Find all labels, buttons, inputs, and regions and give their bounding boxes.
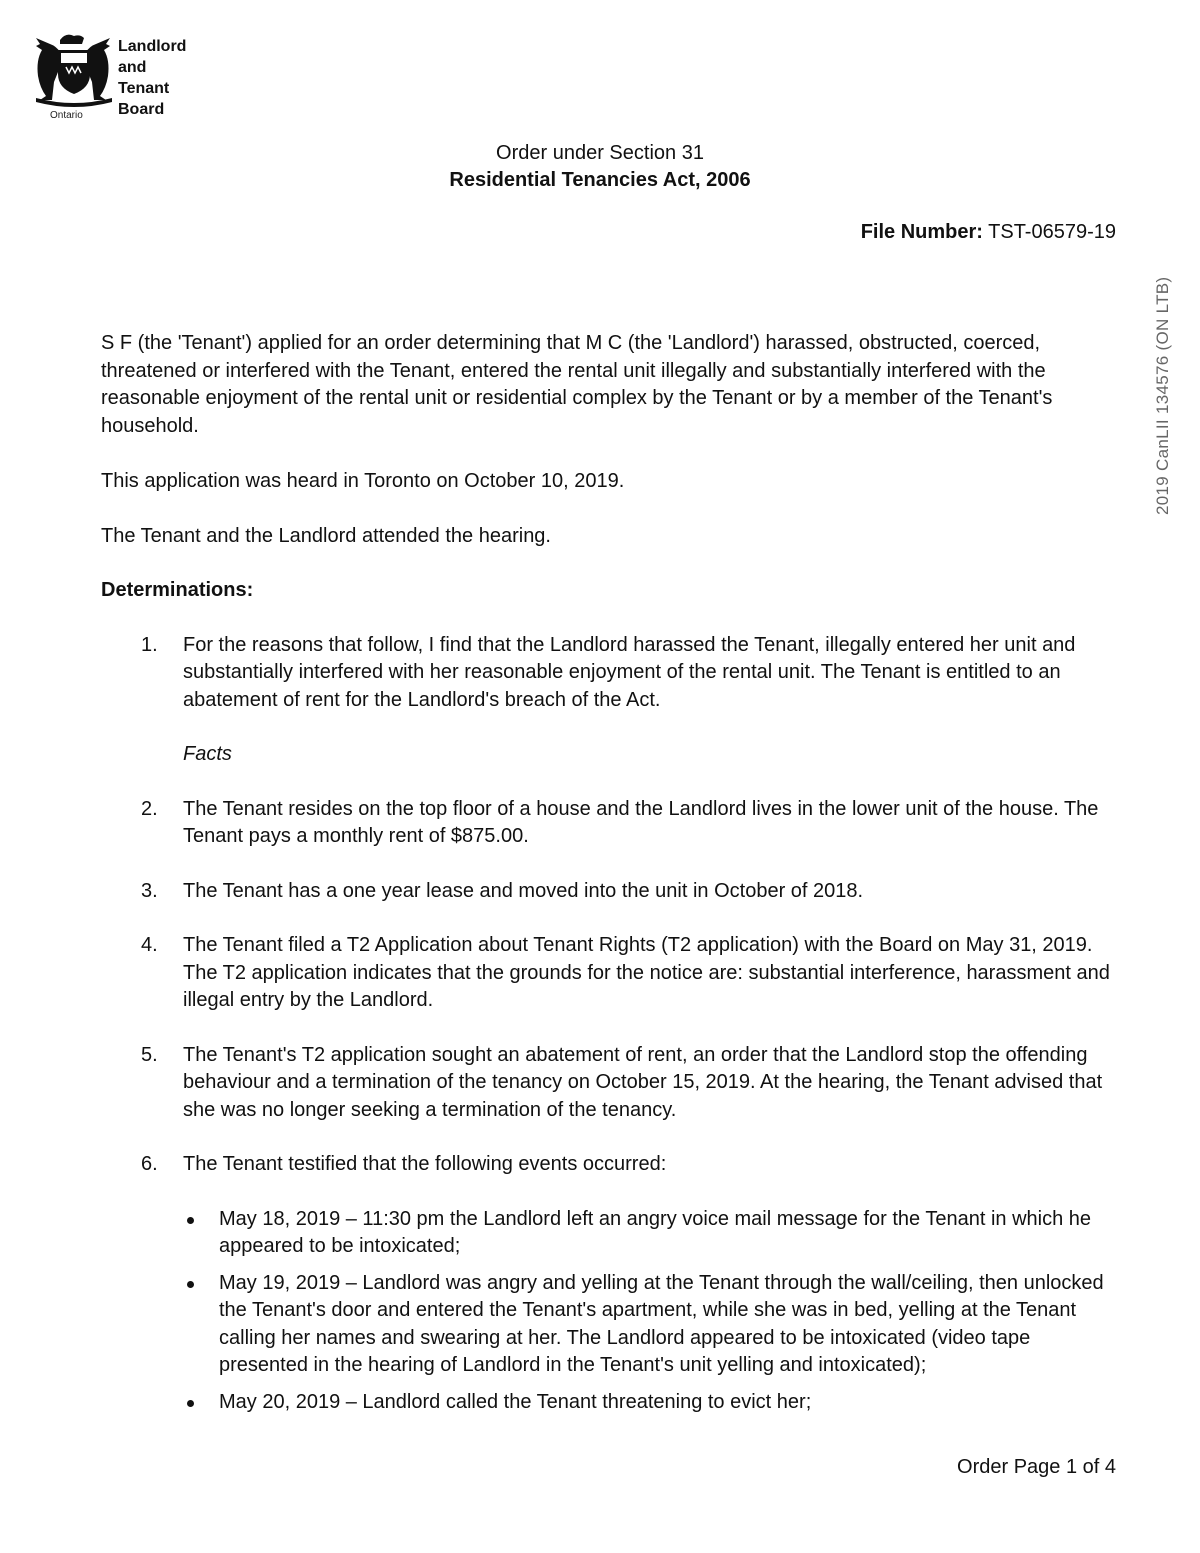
item-text: The Tenant filed a T2 Application about Tenant Rights (T2 application) with the Board on May 31, 2019. The T2 application indicates that the grounds for the notice are: substantial interference, harassment and illegal entry by the Landlord.: [183, 934, 1110, 1011]
item-number: 1.: [141, 633, 158, 656]
bullet-icon: [187, 1217, 194, 1224]
list-item: [219, 1270, 1121, 1380]
item-number: 6.: [141, 1153, 158, 1175]
list-item-text: May 18, 2019 – 11:30 pm the Landlord left an angry voice mail message for the Tenant in which he appeared to be intoxicated;: [219, 1207, 1092, 1257]
list-item: [219, 1389, 1121, 1417]
canlii-watermark: 2019 CanLII 134576 (ON LTB): [1153, 276, 1172, 515]
numbered-item: [101, 796, 1121, 851]
numbered-item: [101, 878, 1121, 906]
ontario-label: Ontario: [50, 110, 83, 121]
file-number-label: File Number:: [860, 221, 983, 243]
item-text: For the reasons that follow, I find that the Landlord harassed the Tenant, illegally entered her unit and substantially interfered with her reasonable enjoyment of the rental unit. The Tenant is entitled to an abatement of rent for the Landlord's breach of the Act.: [183, 633, 1076, 711]
determinations-heading: Determinations:: [101, 579, 254, 601]
item-number: 5.: [141, 1043, 158, 1066]
document-body: [101, 330, 1121, 1425]
file-number-value: TST-06579-19: [988, 221, 1116, 243]
page-footer: Order Page 1 of 4: [957, 1456, 1116, 1478]
numbered-item: [101, 1151, 1121, 1179]
numbered-item: [101, 632, 1121, 715]
bullet-icon: [187, 1281, 194, 1288]
numbered-item: [101, 1042, 1121, 1125]
header-section-line: Order under Section 31: [496, 142, 704, 164]
ontario-coat-of-arms-icon: [30, 30, 118, 110]
list-item-text: May 20, 2019 – Landlord called the Tenant threatening to evict her;: [219, 1390, 812, 1413]
board-name: Landlord and Tenant Board: [118, 38, 187, 118]
item-text: The Tenant has a one year lease and moved into the unit in October of 2018.: [183, 879, 864, 902]
ltb-logo: [30, 30, 200, 125]
item-number: 4.: [141, 934, 158, 956]
item-text: The Tenant testified that the following events occurred:: [183, 1153, 667, 1175]
intro-paragraph: S F (the 'Tenant') applied for an order determining that M C (the 'Landlord') harassed, obstructed, coerced, threatened or interfered with the Tenant, entered the rental unit illegally and substantially interfered with the reasonable enjoyment of the rental unit or residential complex by the Tenant or by a member of the Tenant's household.: [101, 332, 1053, 437]
item-text: The Tenant's T2 application sought an abatement of rent, an order that the Landlord stop the offending behaviour and a termination of the tenancy on October 15, 2019. At the hearing, the Tenant advised that she was no longer seeking a termination of the tenancy.: [183, 1043, 1103, 1121]
file-number: [861, 221, 1116, 244]
item-text: The Tenant resides on the top floor of a house and the Landlord lives in the lower unit of the house. The Tenant pays a monthly rent of $875.00.: [183, 797, 1099, 847]
numbered-item: [101, 932, 1121, 1015]
list-item-text: May 19, 2019 – Landlord was angry and yelling at the Tenant through the wall/ceiling, then unlocked the Tenant's door and entered the Tenant's apartment, while she was in bed, yelling at the Tenant calling her names and swearing at her. The Landlord appeared to be intoxicated (video tape presented in the hearing of Landlord in the Tenant's unit yelling and intoxicated);: [219, 1271, 1104, 1376]
bullet-icon: [187, 1400, 194, 1407]
header-act-line: Residential Tenancies Act, 2006: [449, 169, 751, 191]
facts-subheading: Facts: [183, 743, 232, 765]
item-number: 3.: [141, 879, 158, 902]
events-list: [101, 1206, 1121, 1417]
list-item: [219, 1206, 1121, 1261]
attendance-paragraph: The Tenant and the Landlord attended the hearing.: [101, 524, 551, 547]
document-header: [0, 140, 1200, 194]
item-number: 2.: [141, 797, 158, 820]
hearing-location-paragraph: This application was heard in Toronto on October 10, 2019.: [101, 470, 625, 492]
